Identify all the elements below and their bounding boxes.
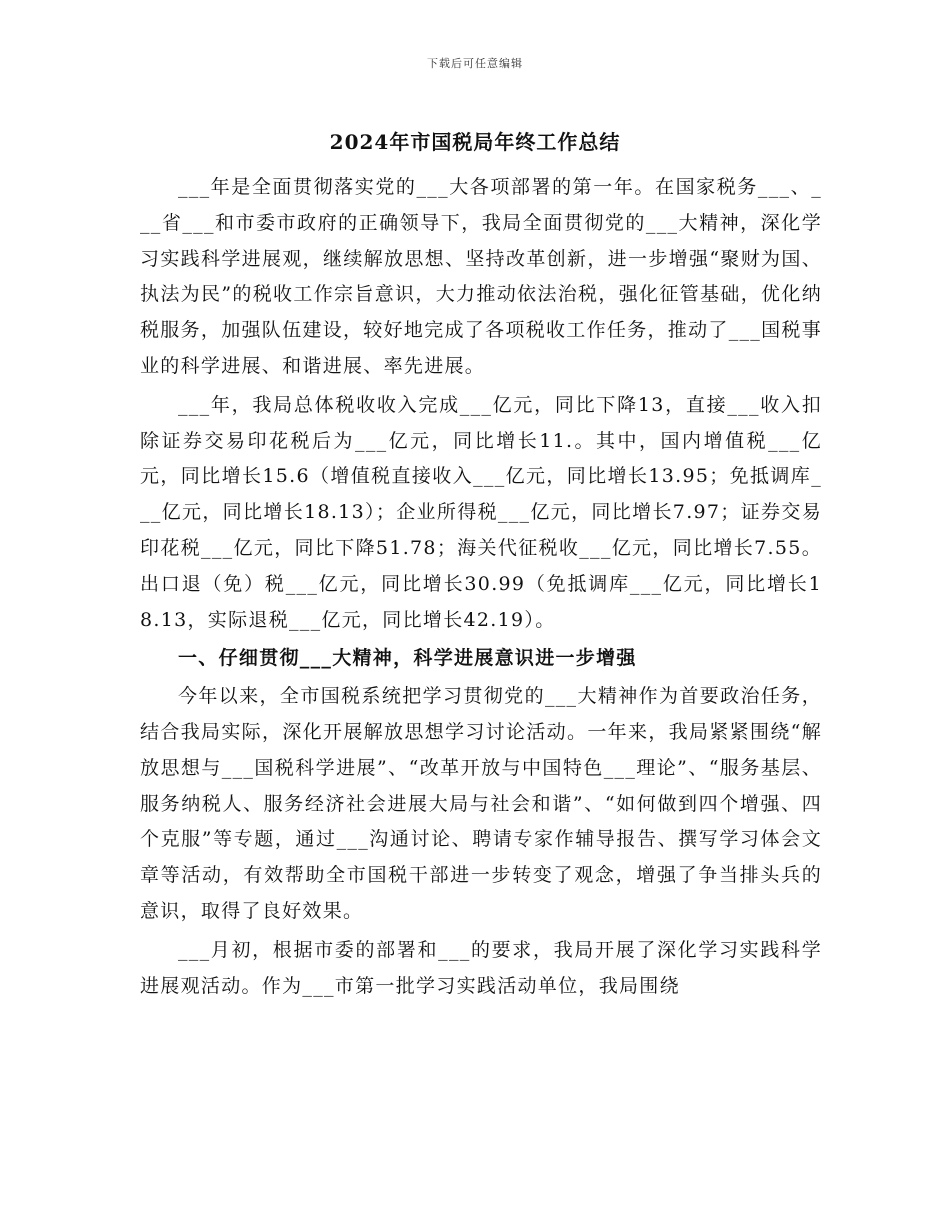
document-title: 2024年市国税局年终工作总结 <box>329 130 621 154</box>
revenue-paragraph: ___年，我局总体税收收入完成___亿元，同比下降13，直接___收入扣除证券交易印花税后为___亿元，同比增长11.。其中，国内增值税___亿元，同比增长15.6（增值税直接收入___亿元，同比增长13.95；免抵调库___亿元，同比增长18.13）；企业所得税___亿元，同比增长7.97；证券交易印花税___亿元，同比下降51.78；海关代征税收___亿元，同比增长7.55。出口退（免）税___亿元，同比增长30.99（免抵调库___亿元，同比增长18.13，实际退税___亿元，同比增长42.19）。 <box>140 393 822 631</box>
intro-paragraph: ___年是全面贯彻落实党的___大各项部署的第一年。在国家税务___、___省___和市委市政府的正确领导下，我局全面贯彻党的___大精神，深化学习实践科学进展观，继续解放思想、坚持改革创新，进一步增强“聚财为国、执法为民”的税收工作宗旨意识，大力推动依法治税，强化征管基础，优化纳税服务，加强队伍建设，较好地完成了各项税收工作任务，推动了___国税事业的科学进展、和谐进展、率先进展。 <box>140 176 823 377</box>
document-body <box>140 170 822 1007</box>
section-paragraph: ___月初，根据市委的部署和___的要求，我局开展了深化学习实践科学进展观活动。作为___市第一批学习实践活动单位，我局围绕 <box>140 938 822 997</box>
section-heading: 一、仔细贯彻___大精神，科学进展意识进一步增强 <box>178 647 637 670</box>
header-note: 下载后可任意编辑 <box>427 57 523 70</box>
section-paragraph: 今年以来，全市国税系统把学习贯彻党的___大精神作为首要政治任务，结合我局实际，深化开展解放思想学习讨论活动。一年来，我局紧紧围绕“解放思想与___国税科学进展”、“改革开放与中国特色___理论”、“服务基层、服务纳税人、服务经济社会进展大局与社会和谐”、“如何做到四个增强、四个克服”等专题，通过___沟通讨论、聘请专家作辅导报告、撰写学习体会文章等活动，有效帮助全市国税干部进一步转变了观念，增强了争当排头兵的意识，取得了良好效果。 <box>140 685 822 922</box>
